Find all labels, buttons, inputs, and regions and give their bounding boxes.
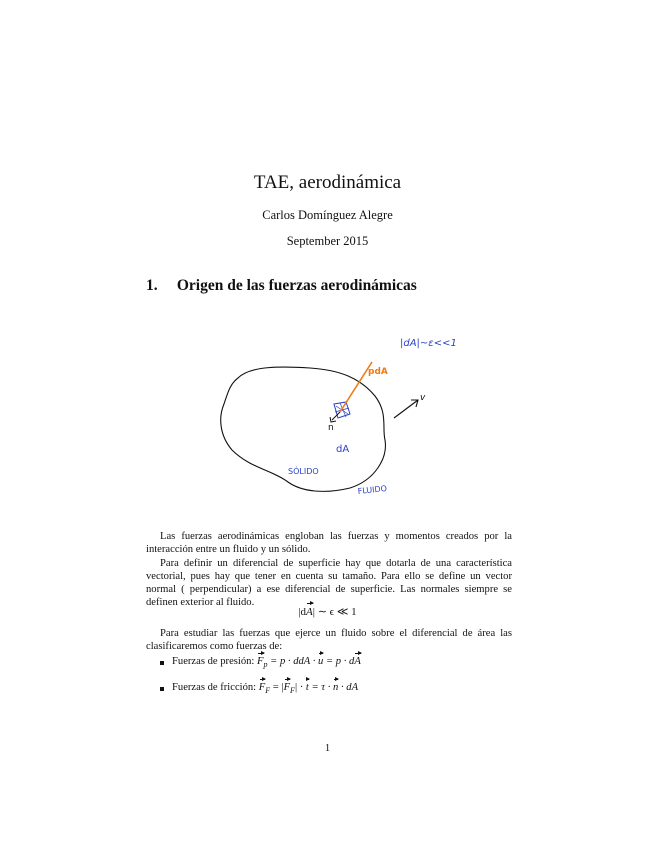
paragraph-2: Para definir un diferencial de superficie hay que dotarla de una característica vectorial, pues hay que tener en cuenta su tamaño. Para ello se define un vector normal ( perpendicular) a ese diferencial de superficie. Las normales siempre se definen exterior al fluido.	[146, 558, 512, 608]
paragraph-3: Para estudiar las fuerzas que ejerce un fluido sobre el diferencial de área las clasificaremos como fuerzas de:	[146, 628, 512, 652]
label-fluido: FLUIDO	[357, 483, 388, 496]
friction-eq2: | ·	[294, 682, 306, 693]
label-solido: SÓLIDO	[288, 467, 319, 476]
friction-eq1: = |	[270, 682, 284, 693]
normal-arrow	[332, 412, 340, 420]
friction-sub2: F	[290, 686, 295, 696]
pressure-u: u	[318, 656, 324, 667]
section-heading	[146, 277, 417, 295]
page-number: 1	[324, 743, 331, 754]
section-number: 1.	[146, 277, 158, 294]
label-n: n	[328, 423, 334, 433]
pressure-sub: p	[263, 660, 268, 670]
label-v: v	[420, 393, 426, 403]
document-date: September 2015	[286, 234, 369, 248]
formula-rest: | ∼ ϵ ≪ 1	[312, 606, 357, 618]
friction-F: F	[258, 682, 266, 693]
formula-vector-A: A	[306, 606, 313, 618]
label-pdA: pdA	[368, 367, 388, 377]
list-item-friction	[160, 682, 361, 708]
paragraph-1: Las fuerzas aerodinámicas engloban las fuerzas y momentos creados por la interacción entre un fluido y un sólido.	[146, 531, 512, 555]
bullet-square-icon	[160, 687, 164, 691]
bullet-square-icon	[160, 661, 164, 665]
friction-F2: F	[283, 682, 291, 693]
label-dA-magnitude: |dA|~ε<<1	[400, 338, 457, 349]
formula-left: |d	[298, 606, 307, 618]
friction-label: Fuerzas de fricción:	[172, 682, 259, 693]
pressure-label: Fuerzas de presión:	[172, 656, 258, 667]
friction-t: t	[305, 682, 309, 693]
friction-eq4: · dA	[338, 682, 359, 693]
pressure-F: F	[257, 656, 264, 667]
document-author: Carlos Domínguez Alegre	[262, 208, 393, 222]
friction-sub: F	[265, 686, 271, 696]
pressure-A: A	[354, 656, 361, 667]
velocity-arrow	[394, 400, 418, 418]
pressure-eq1: = p · ddA ·	[267, 656, 319, 667]
friction-n: n	[333, 682, 339, 693]
label-dA: dA	[336, 444, 350, 455]
formula-dA	[0, 605, 655, 618]
pressure-eq2: = p · d	[323, 656, 355, 667]
document-title: TAE, aerodinámica	[253, 172, 402, 193]
forces-list	[160, 656, 361, 708]
hand-drawn-figure	[210, 318, 457, 508]
section-title: Origen de las fuerzas aerodinámicas	[176, 277, 417, 294]
friction-eq3: = τ ·	[308, 682, 334, 693]
